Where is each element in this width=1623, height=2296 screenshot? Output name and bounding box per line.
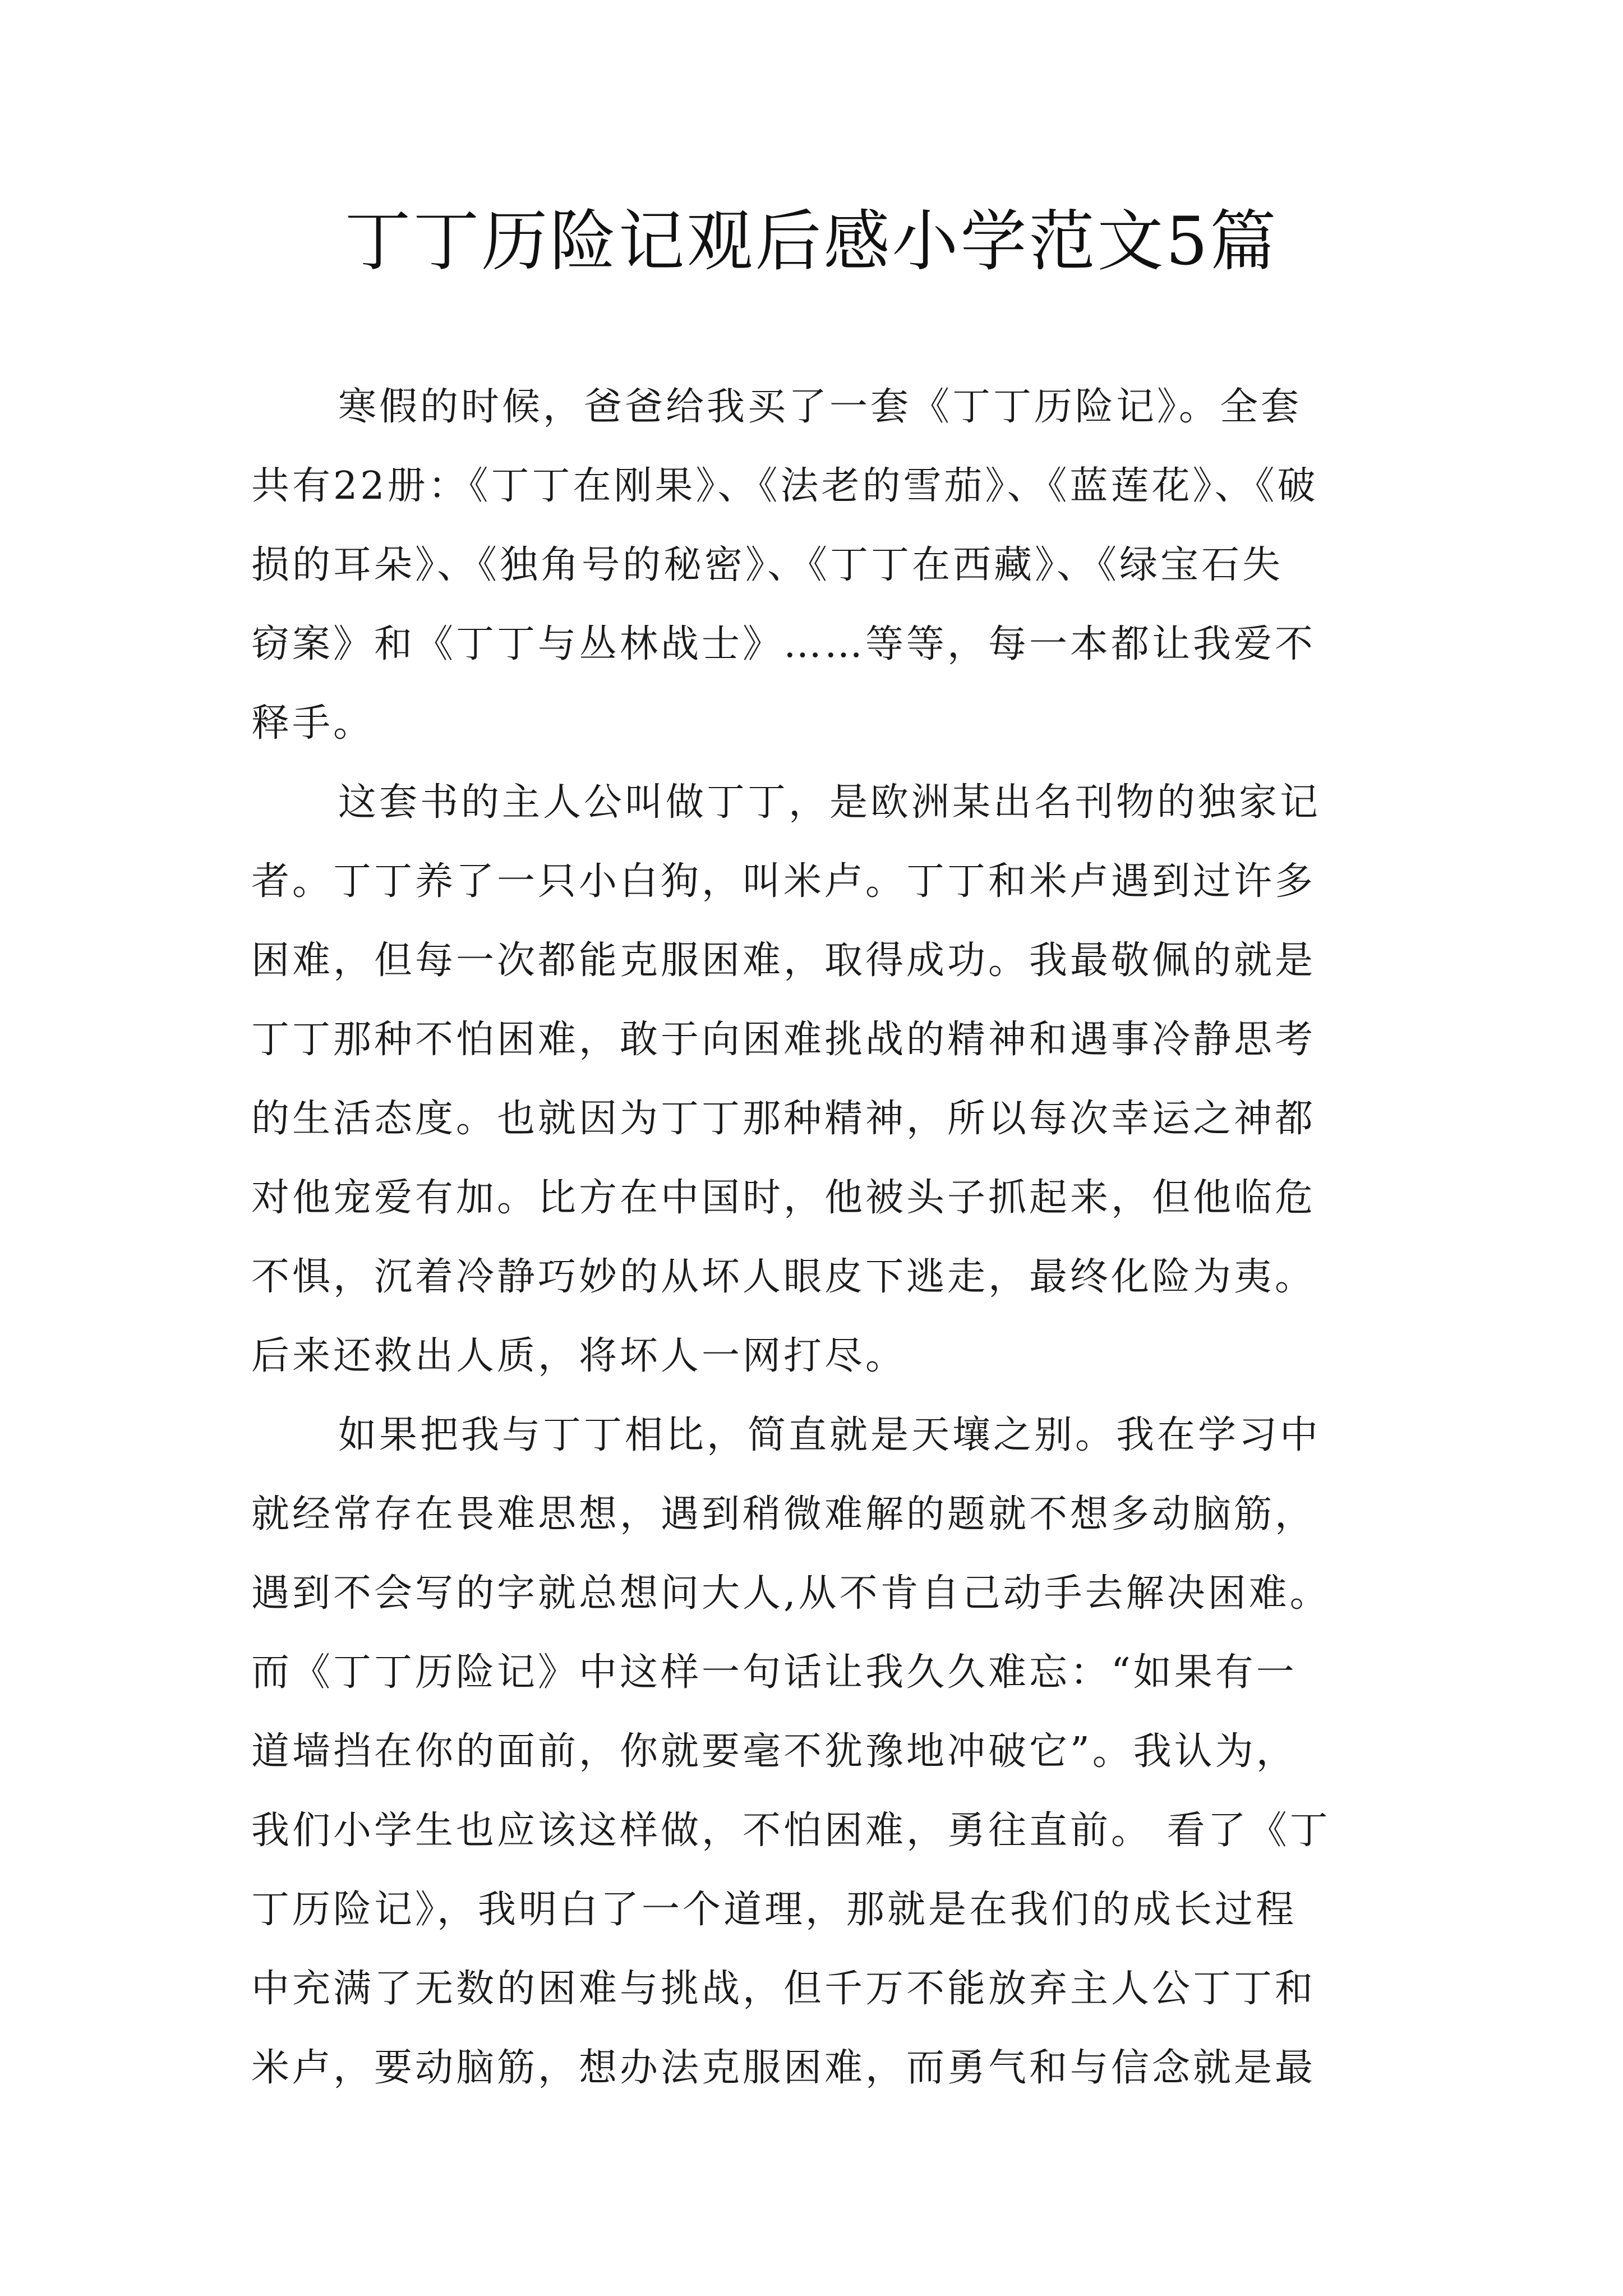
text-line: 米卢，要动脑筋，想办法克服困难，而勇气和与信念就是最 [251,2046,1316,2090]
text-line: 者。丁丁养了一只小白狗，叫米卢。丁丁和米卢遇到过许多 [251,859,1316,904]
text-line: 遇到不会写的字就总想问大人,从不肯自己动手去解决困难。 [251,1571,1331,1616]
text-line: 共有22册：《丁丁在刚果》、《法老的雪茄》、《蓝莲花》、《破 [251,464,1318,508]
text-line: 丁丁那种不怕困难，敢于向困难挑战的精神和遇事冷静思考 [251,1018,1316,1062]
text-line: 而《丁丁历险记》中这样一句话让我久久难忘：“如果有一 [251,1650,1297,1695]
text-line: 如果把我与丁丁相比，简直就是天壤之别。我在学习中 [338,1413,1321,1457]
text-line: 不惧，沉着冷静巧妙的从坏人眼皮下逃走，最终化险为夷。 [251,1255,1316,1299]
paragraph-1 [251,367,1390,763]
text-line: 道墙挡在你的面前，你就要毫不犹豫地冲破它”。我认为， [251,1729,1297,1774]
text-line: 的生活态度。也就因为丁丁那种精神，所以每次幸运之神都 [251,1097,1316,1141]
text-line: 对他宠爱有加。比方在中国时，他被头子抓起来，但他临危 [251,1176,1316,1220]
paragraph-2 [251,763,1390,1396]
page-title: 丁丁历险记观后感小学范文5篇 [344,203,1279,280]
text-line: 窃案》和《丁丁与丛林战士》……等等，每一本都让我爱不 [251,622,1316,666]
text-line: 丁历险记》，我明白了一个道理，那就是在我们的成长过程 [251,1888,1297,1932]
text-line: 我们小学生也应该这样做，不怕困难，勇往直前。 看了《丁 [251,1809,1331,1853]
text-line: 困难，但每一次都能克服困难，取得成功。我最敬佩的就是 [251,938,1316,983]
text-line: 这套书的主人公叫做丁丁，是欧洲某出名刊物的独家记 [338,780,1321,825]
text-line: 就经常存在畏难思想，遇到稍微难解的题就不想多动脑筋， [251,1492,1316,1536]
text-line: 释手。 [251,701,375,746]
text-line: 寒假的时候，爸爸给我买了一套《丁丁历险记》。全套 [338,385,1302,429]
text-line: 中充满了无数的困难与挑战，但千万不能放弃主人公丁丁和 [251,1967,1316,2011]
text-line: 后来还救出人质，将坏人一网打尽。 [251,1334,907,1378]
paragraph-3 [251,1396,1390,2108]
document-body [251,367,1390,2108]
text-line: 损的耳朵》、《独角号的秘密》、《丁丁在西藏》、《绿宝石失 [251,543,1284,587]
